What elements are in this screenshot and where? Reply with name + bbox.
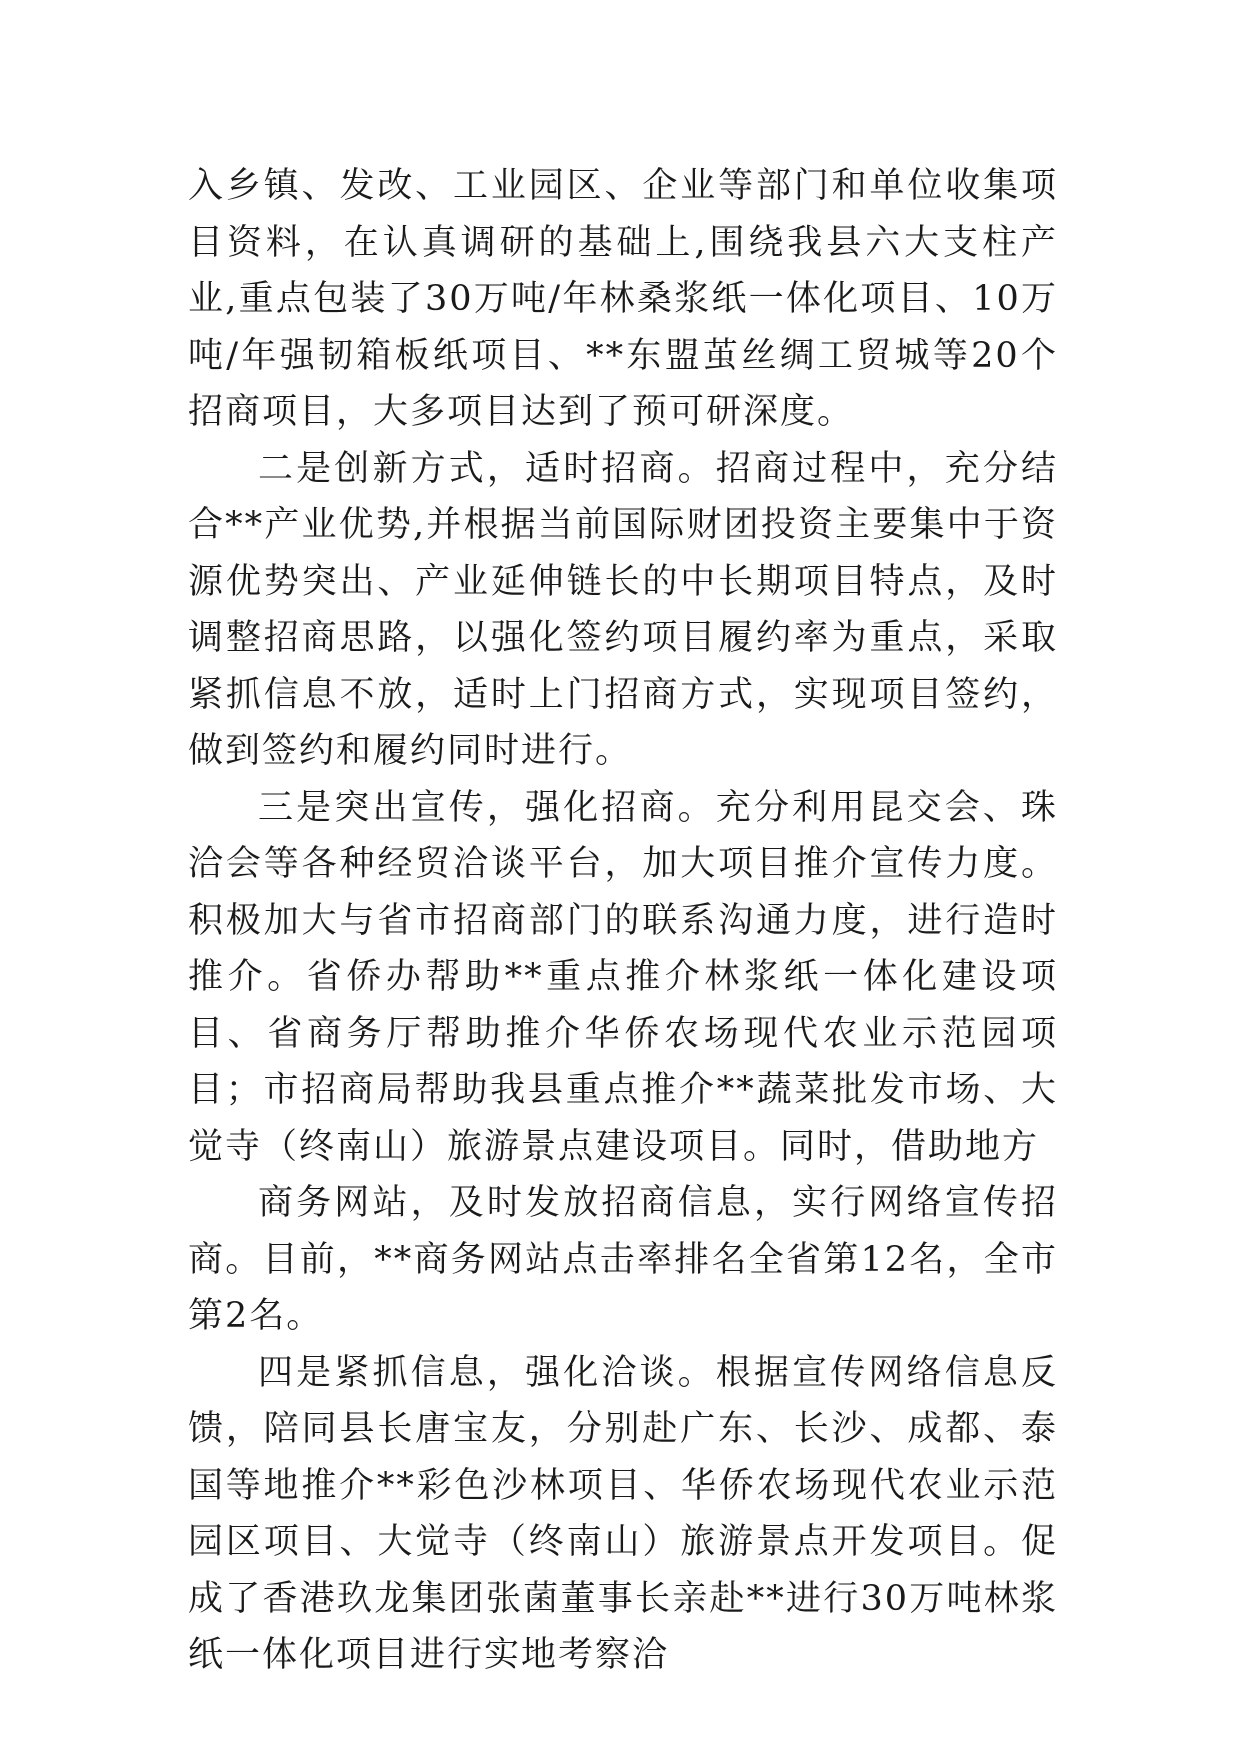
paragraph-2: 二是创新方式，适时招商。招商过程中，充分结合**产业优势,并根据当前国际财团投资主要集中于资源优势突出、产业延伸链长的中长期项目特点，及时调整招商思路，以强化签约项目履约率为重点，采取紧抓信息不放，适时上门招商方式，实现项目签约，做到签约和履约同时进行。 bbox=[188, 448, 1058, 771]
document-body bbox=[188, 158, 1058, 1684]
paragraph-1: 入乡镇、发改、工业园区、企业等部门和单位收集项目资料，在认真调研的基础上,围绕我县六大支柱产业,重点包装了30万吨/年林桑浆纸一体化项目、10万吨/年强韧箱板纸项目、**东盟茧丝绸工贸城等20个招商项目，大多项目达到了预可研深度。 bbox=[188, 166, 1058, 432]
paragraph-5: 四是紧抓信息，强化洽谈。根据宣传网络信息反馈，陪同县长唐宝友，分别赴广东、长沙、成都、泰国等地推介**彩色沙林项目、华侨农场现代农业示范园区项目、大觉寺（终南山）旅游景点开发项目。促成了香港玖龙集团张菌董事长亲赴**进行30万吨林浆纸一体化项目进行实地考察洽 bbox=[188, 1352, 1058, 1675]
paragraph-3: 三是突出宣传，强化招商。充分利用昆交会、珠洽会等各种经贸洽谈平台，加大项目推介宣传力度。积极加大与省市招商部门的联系沟通力度，进行造时推介。省侨办帮助**重点推介林浆纸一体化建设项目、省商务厅帮助推介华侨农场现代农业示范园项目；市招商局帮助我县重点推介**蔬菜批发市场、大觉寺（终南山）旅游景点建设项目。同时，借助地方 bbox=[188, 787, 1058, 1167]
paragraph-4: 商务网站，及时发放招商信息，实行网络宣传招商。目前，**商务网站点击率排名全省第12名，全市第2名。 bbox=[188, 1183, 1058, 1336]
